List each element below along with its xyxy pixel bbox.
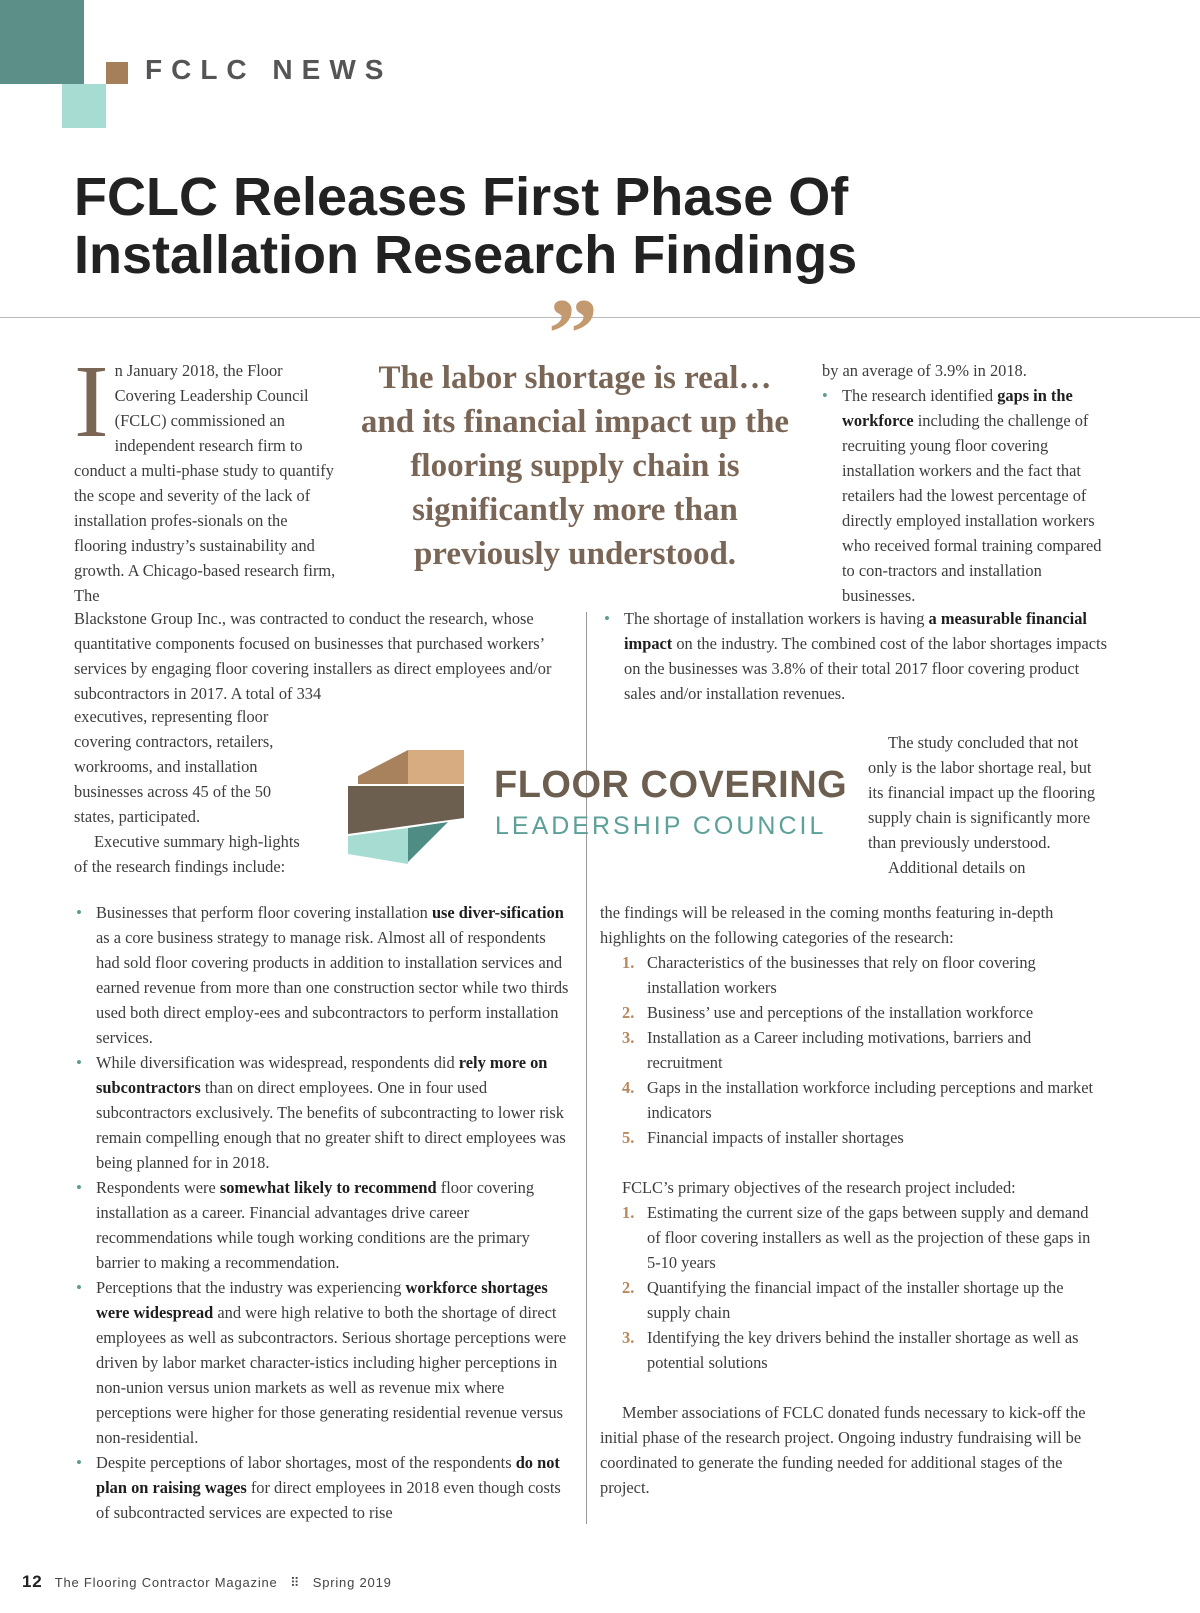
category-item: 2. Business’ use and perceptions of the installation workforce xyxy=(622,1003,1034,1022)
finding-item: • Respondents were somewhat likely to recommend floor covering installation as a career. Financial advantages drive career recommendations while tough working conditions are the primary barrier to making a recommendation. xyxy=(96,1175,571,1275)
objective-item: 2. Quantifying the financial impact of the installer shortage up the supply chain xyxy=(622,1278,1064,1322)
category-item: 1. Characteristics of the businesses that rely on floor covering installation workers xyxy=(622,953,1036,997)
conclusion-beside-logo xyxy=(868,730,1108,880)
right-column-top xyxy=(822,358,1107,608)
section-label: FCLC NEWS xyxy=(145,54,393,85)
logo-mid-tan-block xyxy=(358,750,408,784)
summary-lead: Executive summary high-lights of the research findings include: xyxy=(74,832,300,876)
intro-beside-logo xyxy=(74,704,304,879)
continuation-text: by an average of 3.9% in 2018. xyxy=(822,361,1027,380)
page-footer xyxy=(22,1572,392,1592)
quote-mark-icon: ” xyxy=(548,278,598,389)
footer-separator-icon: ⠿ xyxy=(289,1575,301,1590)
conclusion-text: The study concluded that not only is the labor shortage real, but its financial impact up the flooring supply chain is significantly more than previously understood. xyxy=(868,733,1096,852)
intro-text-top: n January 2018, the Floor Covering Leadership Council (FCLC) commissioned an independent research firm to conduct a multi-phase study to quantify the scope and severity of the lack of installation profes-sionals on the flooring industry’s sustainability and growth. A Chicago-based research firm, The xyxy=(74,361,336,605)
finding-item: • The research identified gaps in the workforce including the challenge of recruiting young floor covering installation workers and the fact that retailers had the lowest percentage of directly employed installation workers who received formal training compared to con-tractors and installation businesses. xyxy=(822,383,1107,608)
page-number: 12 xyxy=(22,1572,43,1591)
intro-text-span: Blackstone Group Inc., was contracted to conduct the research, whose quantitative components focused on businesses that purchased workers’ services by engaging floor covering installers as direct employees and/or subcontractors in 2017. A total of 334 xyxy=(74,609,552,703)
details-lead: Additional details on xyxy=(888,858,1026,877)
logo-dark-teal-block xyxy=(408,822,448,862)
pull-quote: The labor shortage is real… and its financial impact up the flooring supply chain is significantly more than previously understood. xyxy=(360,360,790,572)
closing-paragraph: Member associations of FCLC donated funds necessary to kick-off the initial phase of the research project. Ongoing industry fundraising will be coordinated to generate the funding needed for additional stages of the project. xyxy=(600,1403,1086,1497)
right-span-bullet xyxy=(602,606,1107,706)
finding-item: • Businesses that perform floor covering installation use diver-sification as a core business strategy to manage risk. Almost all of respondents had sold floor covering products in addition to installation services and earned revenue from more than one construction sector while two thirds used both direct employ-ees and subcontractors to perform installation services. xyxy=(96,900,571,1050)
issue-name: Spring 2019 xyxy=(312,1575,392,1590)
headline xyxy=(74,168,1124,284)
intro-paragraph xyxy=(74,344,339,608)
categories-list xyxy=(600,950,1105,1150)
finding-item: • Perceptions that the industry was experiencing workforce shortages were widespread and were high relative to both the shortage of direct employees as well as subcontractors. Serious shortage perceptions were driven by labor market character-istics including higher perceptions in non-union versus union markets as well as revenue mix where perceptions were higher for those generating residential revenue versus non-residential. xyxy=(96,1275,571,1450)
logo-teal-block xyxy=(348,828,408,864)
details-text: the findings will be released in the coming months featuring in-depth highlights on the following categories of the research: xyxy=(600,903,1054,947)
header-rule xyxy=(0,317,1200,318)
publication-name: The Flooring Contractor Magazine xyxy=(54,1575,278,1590)
logo-brown-block xyxy=(348,786,464,834)
category-item: 5. Financial impacts of installer shortages xyxy=(622,1128,904,1147)
headline-line-2: Installation Research Findings xyxy=(74,225,858,285)
participants-text: executives, representing floor covering contractors, retailers, workrooms, and installation businesses across 45 of the 50 states, participated. xyxy=(74,707,274,826)
objectives-list xyxy=(600,1200,1105,1375)
objectives-lead: FCLC’s primary objectives of the research project included: xyxy=(622,1178,1016,1197)
logo-subtitle: LEADERSHIP COUNCIL xyxy=(495,812,827,840)
section-marker-square xyxy=(106,62,128,84)
finding-item: • Despite perceptions of labor shortages, most of the respondents do not plan on raising wages for direct employees in 2018 even though costs of subcontracted services are expected to rise xyxy=(96,1450,571,1525)
header-deco-dark-square xyxy=(0,0,84,84)
category-item: 4. Gaps in the installation workforce including perceptions and market indicators xyxy=(622,1078,1094,1122)
header-deco-light-square xyxy=(62,84,106,128)
headline-line-1: FCLC Releases First Phase Of xyxy=(74,167,849,227)
finding-item: • The shortage of installation workers is having a measurable financial impact on the industry. The combined cost of the labor shortages impacts on the businesses was 3.8% of their total 2017 floor covering product sales and/or installation revenues. xyxy=(624,606,1107,706)
right-column-bottom xyxy=(600,900,1105,1500)
findings-list xyxy=(74,900,571,1525)
finding-item: • While diversification was widespread, respondents did rely more on subcontractors than on direct employees. One in four used subcontractors exclusively. The benefits of subcontracting to lower risk remain compelling enough that no greater shift to direct employees was being planned for in 2018. xyxy=(96,1050,571,1175)
category-item: 3. Installation as a Career including motivations, barriers and recruitment xyxy=(622,1028,1032,1072)
objective-item: 1. Estimating the current size of the gaps between supply and demand of floor covering installers as well as the projection of these gaps in 5-10 years xyxy=(622,1203,1091,1272)
logo-tan-block xyxy=(408,750,464,784)
objective-item: 3. Identifying the key drivers behind the installer shortage as well as potential solutions xyxy=(622,1328,1079,1372)
logo-title: FLOOR COVERING xyxy=(494,764,848,806)
drop-cap: I xyxy=(74,344,109,459)
